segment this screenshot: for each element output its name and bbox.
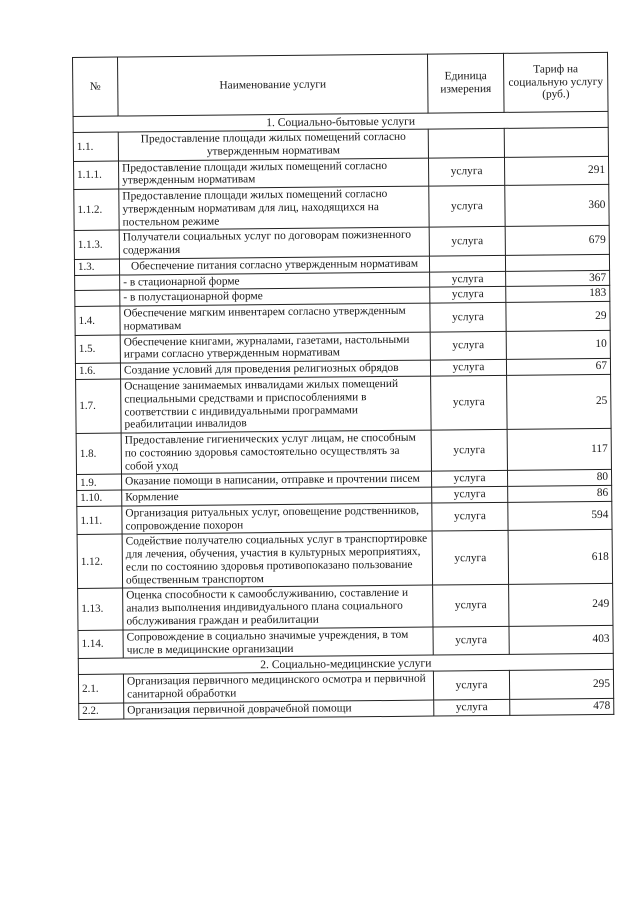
row-number: 1.8. xyxy=(76,433,121,475)
service-name: Оснащение занимаемых инвалидами жилых помещений специальными средствами и приспособлениями в соответствии с индивидуальными программами реабилитации инвалидов xyxy=(121,376,432,433)
header-service-name: Наименование услуги xyxy=(118,54,429,116)
tariff-table xyxy=(72,52,614,720)
section-title: 2. Социально-медицинские услуги xyxy=(78,654,613,675)
header-number: № xyxy=(73,57,119,116)
row-number: 1.12. xyxy=(77,534,123,588)
row-number: 2.2. xyxy=(79,703,124,719)
service-name: Организация ритуальных услуг, оповещение родственников, сопровождение похорон xyxy=(122,503,432,535)
service-name: Оказание помощи в написании, отправке и прочтении писем xyxy=(122,471,432,490)
row-number xyxy=(75,290,120,306)
unit-of-measure: услуга xyxy=(433,585,509,627)
service-name: Сопровождение в социально значимые учреждения, в том числе в медицинские организации xyxy=(123,627,433,659)
row-number: 1.7. xyxy=(76,379,122,433)
service-name: Оценка способности к самообслуживанию, составление и анализ выполнения индивидуального плана социального обслуживания граждан и реабилитации xyxy=(123,586,433,630)
service-name: Организация первичного медицинского осмотра и первичной санитарной обработки xyxy=(123,671,433,703)
tariff-value: 86 xyxy=(508,485,612,502)
unit-of-measure: услуга xyxy=(434,699,510,715)
tariff-value xyxy=(505,254,609,271)
row-number: 1.11. xyxy=(77,506,122,535)
unit-of-measure: услуга xyxy=(430,360,506,376)
unit-of-measure xyxy=(428,128,504,157)
service-name: Содействие получателю социальных услуг в транспортировке для лечения, обучения, участия в культурных мероприятиях, если по состоянию здоровья противопоказано пользование общественным транспортом xyxy=(122,531,433,588)
unit-of-measure: услуга xyxy=(433,626,509,655)
tariff-value: 80 xyxy=(507,470,611,487)
table-row xyxy=(74,184,609,230)
tariff-value: 367 xyxy=(506,270,610,287)
unit-of-measure: услуга xyxy=(430,287,506,303)
service-name: - в стационарной форме xyxy=(120,272,430,291)
service-name: Обеспечение питания согласно утвержденным нормативам xyxy=(119,256,429,275)
unit-of-measure: услуга xyxy=(430,271,506,287)
service-name: Обеспечение книгами, журналами, газетами, настольными играми согласно утвержденным нормативам xyxy=(120,332,430,364)
unit-of-measure: услуга xyxy=(431,375,508,430)
tariff-value: 249 xyxy=(509,584,613,626)
tariff-value xyxy=(504,127,608,157)
unit-of-measure: услуга xyxy=(431,471,507,487)
header-tariff: Тариф на социальную услугу (руб.) xyxy=(503,52,608,112)
table-row xyxy=(77,530,612,589)
row-number: 1.10. xyxy=(77,490,122,506)
row-number: 1.6. xyxy=(75,363,120,379)
unit-of-measure: услуга xyxy=(431,429,507,471)
service-name: Получатели социальных услуг по договорам пожизненного содержания xyxy=(119,227,429,259)
service-name: Предоставление площади жилых помещений согласно утвержденным нормативам для лиц, находящихся на постельном режиме xyxy=(119,186,429,230)
row-number: 1.14. xyxy=(78,630,123,659)
unit-of-measure xyxy=(429,255,505,271)
service-name: Обеспечение мягким инвентарем согласно утвержденным нормативам xyxy=(120,303,430,335)
tariff-value: 295 xyxy=(509,670,613,700)
service-name: - в полустационарной форме xyxy=(120,287,430,306)
tariff-value: 25 xyxy=(507,374,612,429)
table-row xyxy=(76,374,611,433)
row-number: 2.1. xyxy=(78,674,123,703)
tariff-value: 618 xyxy=(508,530,613,585)
tariff-value: 291 xyxy=(504,156,608,186)
tariff-value: 183 xyxy=(506,286,610,303)
row-number: 1.5. xyxy=(75,335,120,364)
row-number: 1.1.3. xyxy=(74,230,119,259)
unit-of-measure: услуга xyxy=(432,531,509,586)
unit-of-measure: услуга xyxy=(432,502,508,531)
tariff-value: 29 xyxy=(506,302,610,332)
service-name: Предоставление гигиенических услуг лицам, не способным по состоянию здоровья самостоятельно осуществлять за собой уход xyxy=(121,430,431,474)
service-name: Организация первичной доврачебной помощи xyxy=(124,700,434,719)
tariff-value: 10 xyxy=(506,330,610,360)
unit-of-measure: услуга xyxy=(432,486,508,502)
row-number: 1.4. xyxy=(75,306,120,335)
row-number: 1.3. xyxy=(74,259,119,275)
row-number: 1.1.2. xyxy=(74,189,119,231)
service-name: Кормление xyxy=(122,487,432,506)
unit-of-measure: услуга xyxy=(433,671,509,700)
row-number: 1.9. xyxy=(77,474,122,490)
unit-of-measure: услуга xyxy=(428,157,504,186)
row-number: 1.1.1. xyxy=(73,161,118,190)
table-header-row xyxy=(73,52,609,116)
tariff-value: 403 xyxy=(509,625,613,655)
unit-of-measure: услуга xyxy=(429,227,505,256)
table-row xyxy=(76,428,611,474)
unit-of-measure: услуга xyxy=(430,331,506,360)
row-number xyxy=(75,275,120,291)
service-name: Предоставление площади жилых помещений согласно утвержденным нормативам xyxy=(118,158,428,190)
header-unit: Единица измерения xyxy=(427,53,504,113)
tariff-value: 594 xyxy=(508,501,612,531)
tariff-value: 478 xyxy=(510,698,614,715)
table-row xyxy=(78,584,613,630)
row-number: 1.1. xyxy=(73,132,118,161)
table-body xyxy=(73,111,614,719)
unit-of-measure: услуга xyxy=(430,303,506,332)
tariff-value: 679 xyxy=(505,226,609,256)
document-page xyxy=(72,52,614,720)
service-name: Предоставление площади жилых помещений согласно утвержденным нормативам xyxy=(118,129,428,161)
tariff-value: 117 xyxy=(507,428,611,470)
service-name: Создание условий для проведения религиозных обрядов xyxy=(120,360,430,379)
section-title: 1. Социально-бытовые услуги xyxy=(73,111,608,132)
row-number: 1.13. xyxy=(78,589,123,631)
unit-of-measure: услуга xyxy=(429,185,505,227)
tariff-value: 67 xyxy=(506,359,610,376)
tariff-value: 360 xyxy=(505,184,609,226)
